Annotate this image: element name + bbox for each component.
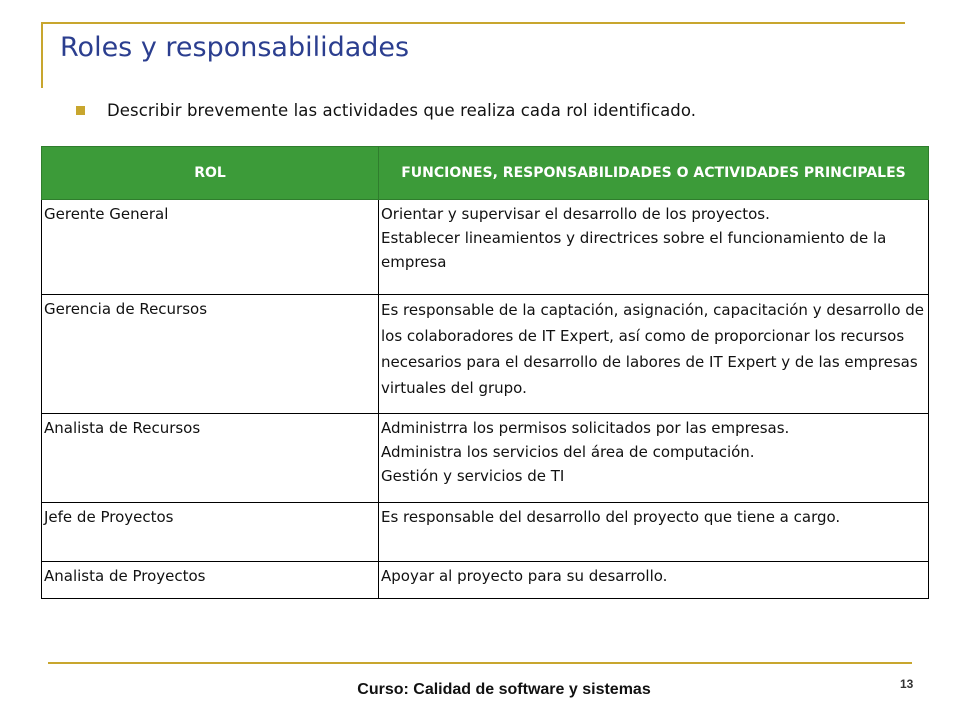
funcion-line: Apoyar al proyecto para su desarrollo. xyxy=(381,567,668,585)
table-header-row xyxy=(42,147,929,200)
rol-cell: Analista de Proyectos xyxy=(42,562,379,599)
left-accent-line xyxy=(41,22,43,88)
slide-title: Roles y responsabilidades xyxy=(60,32,410,63)
table-row xyxy=(42,503,929,562)
funcion-line: Establecer lineamientos y directrices sobre el funcionamiento de la empresa xyxy=(381,229,887,271)
funciones-cell xyxy=(379,200,929,295)
rol-cell: Gerente General xyxy=(42,200,379,295)
table-row xyxy=(42,200,929,295)
rol-cell: Jefe de Proyectos xyxy=(42,503,379,562)
bullet-text: Describir brevemente las actividades que realiza cada rol identificado. xyxy=(107,101,697,120)
funcion-line: Es responsable de la captación, asignación, capacitación y desarrollo de los colaboradores de IT Expert, así como de proporcionar los recursos necesarios para el desarrollo de labores de IT Expert y de las empresas virtuales del grupo. xyxy=(381,301,925,397)
funcion-line: Administra los servicios del área de computación. xyxy=(381,443,755,461)
table-row xyxy=(42,562,929,599)
rol-cell: Gerencia de Recursos xyxy=(42,295,379,414)
funciones-cell xyxy=(379,414,929,503)
top-accent-line xyxy=(41,22,905,24)
header-funciones: FUNCIONES, RESPONSABILIDADES O ACTIVIDADES PRINCIPALES xyxy=(379,147,929,200)
footer-course: Curso: Calidad de software y sistemas xyxy=(357,681,651,698)
funcion-line: Orientar y supervisar el desarrollo de los proyectos. xyxy=(381,205,770,223)
bullet-item xyxy=(76,101,696,120)
rol-cell: Analista de Recursos xyxy=(42,414,379,503)
header-rol: ROL xyxy=(42,147,379,200)
square-bullet-icon xyxy=(76,106,85,115)
funcion-line: Es responsable del desarrollo del proyecto que tiene a cargo. xyxy=(381,508,841,526)
table-row xyxy=(42,414,929,503)
funciones-cell xyxy=(379,562,929,599)
funciones-cell xyxy=(379,295,929,414)
table-row xyxy=(42,295,929,414)
page-number: 13 xyxy=(900,677,914,691)
funcion-line: Gestión y servicios de TI xyxy=(381,467,565,485)
funcion-line: Administrra los permisos solicitados por las empresas. xyxy=(381,419,790,437)
footer-accent-line xyxy=(48,662,912,664)
funciones-cell xyxy=(379,503,929,562)
roles-table xyxy=(41,146,929,599)
